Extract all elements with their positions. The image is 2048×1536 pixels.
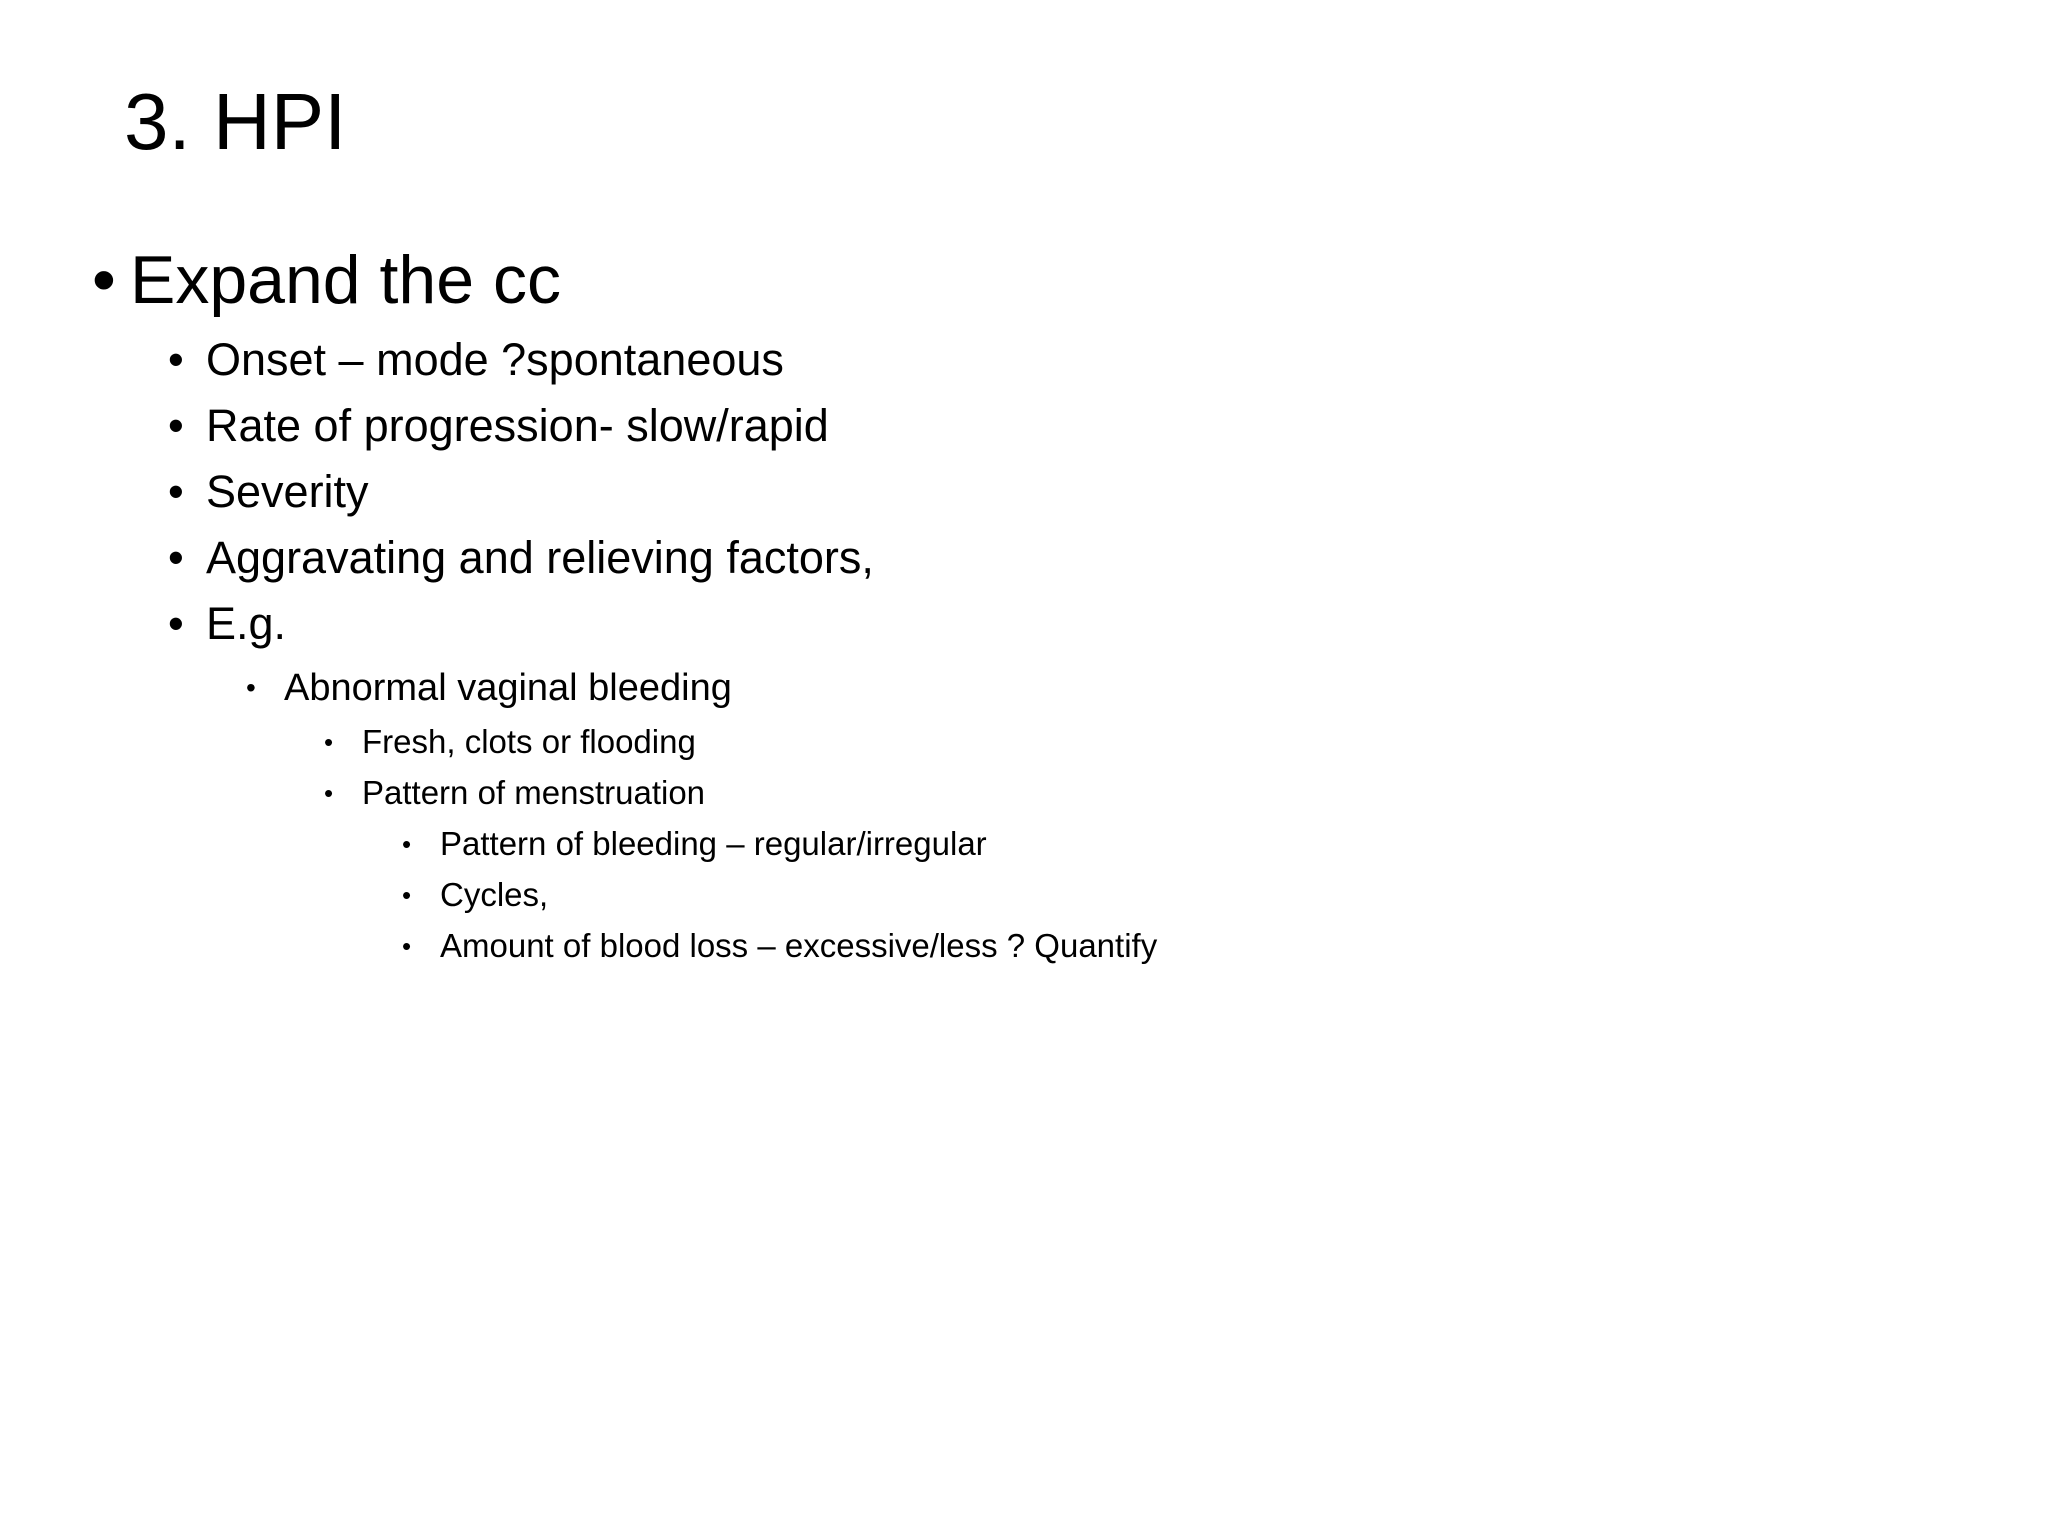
- bullet-icon: •: [324, 778, 334, 808]
- bullet-text: Cycles,: [440, 876, 549, 913]
- bullet-icon: •: [168, 400, 184, 451]
- bullet-text: Pattern of menstruation: [362, 774, 706, 811]
- bullet-text: Fresh, clots or flooding: [362, 723, 696, 760]
- bullet-icon: •: [402, 880, 412, 910]
- bullet-text: Onset – mode ?spontaneous: [206, 334, 784, 385]
- bullet-icon: •: [402, 931, 412, 961]
- bullet-icon: •: [246, 672, 256, 703]
- bullet-icon: •: [168, 532, 184, 583]
- bullet-icon: •: [92, 242, 116, 318]
- bullet-text: Abnormal vaginal bleeding: [284, 667, 732, 709]
- bullet-text: Amount of blood loss – excessive/less ? Quantify: [440, 927, 1158, 964]
- bullet-icon: •: [168, 334, 184, 385]
- bullet-text: Aggravating and relieving factors,: [206, 532, 874, 583]
- bullet-icon: •: [324, 727, 334, 757]
- bullet-text: Pattern of bleeding – regular/irregular: [440, 825, 987, 862]
- bullet-text: E.g.: [206, 598, 287, 649]
- bullet-icon: •: [402, 829, 412, 859]
- bullet-text: Severity: [206, 466, 369, 517]
- bullet-text: Rate of progression- slow/rapid: [206, 400, 829, 451]
- bullet-text: Expand the cc: [130, 242, 561, 318]
- bullet-icon: •: [168, 466, 184, 517]
- slide-title: 3. HPI: [124, 77, 347, 166]
- bullet-icon: •: [168, 598, 184, 649]
